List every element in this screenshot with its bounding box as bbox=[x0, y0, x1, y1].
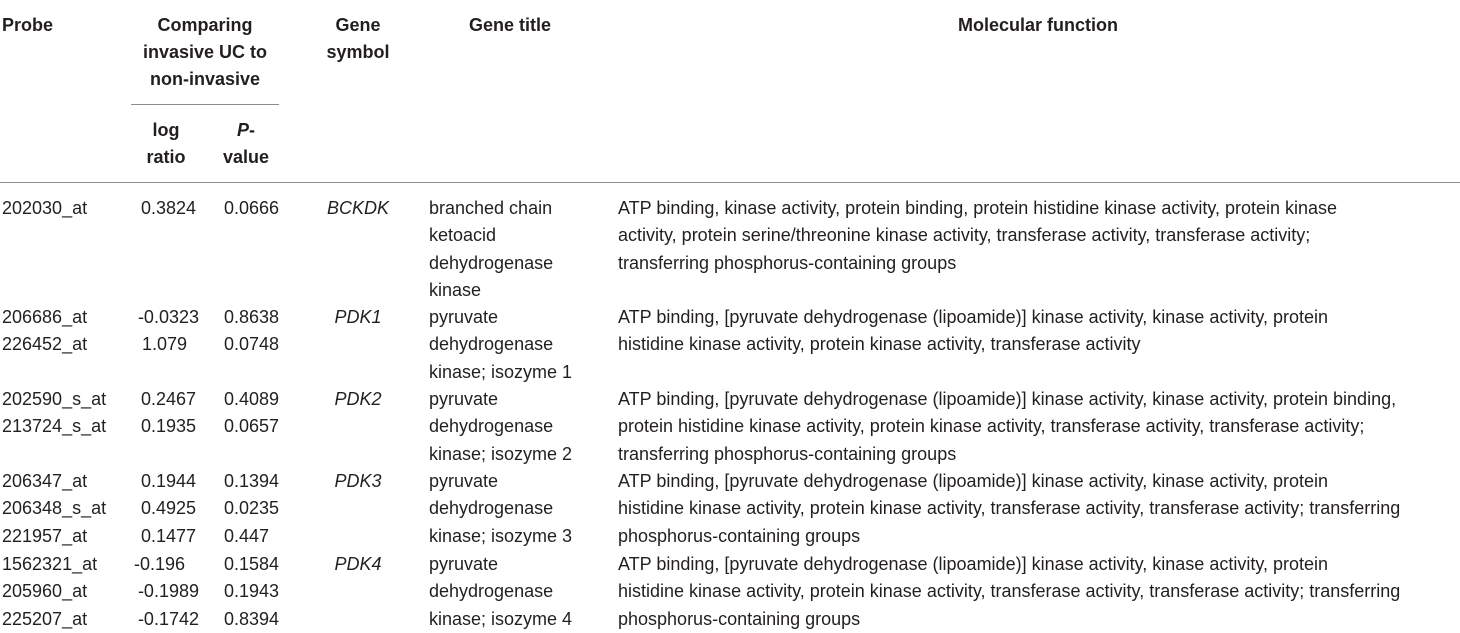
header-sub-rule bbox=[131, 104, 279, 105]
gene-title-cell: pyruvate dehydrogenase kinase; isozyme 2 bbox=[429, 389, 573, 464]
gene-symbol-cell: PDK2 bbox=[334, 389, 382, 409]
molecular-function-cell: ATP binding, [pyruvate dehydrogenase (lipoamide)] kinase activity, kinase activity, protein histidine kinase activity, protein kinase activity, transferase activity, transferase activity; transferring phosphorus-containing groups bbox=[618, 554, 1401, 629]
p-value-cell: 0.4089 0.0657 bbox=[223, 389, 279, 437]
header-p-value: P- value bbox=[222, 120, 270, 167]
p-value-cell: 0.1584 0.1943 0.8394 bbox=[223, 554, 279, 629]
gene-symbol-cell: PDK1 bbox=[334, 307, 382, 327]
header-molecular-function: Molecular function bbox=[957, 15, 1118, 35]
p-value-cell: 0.1394 0.0235 0.447 bbox=[223, 471, 279, 546]
log-ratio-cell: -0.0323 1.079 bbox=[137, 307, 199, 355]
probe-cell: 202590_s_at 213724_s_at bbox=[2, 389, 107, 437]
header-gene-symbol: Gene symbol bbox=[326, 15, 390, 62]
header-comparing: Comparing invasive UC to non-invasive bbox=[142, 15, 268, 89]
log-ratio-cell: 0.3824 bbox=[140, 198, 196, 218]
gene-title-cell: pyruvate dehydrogenase kinase; isozyme 1 bbox=[429, 307, 573, 382]
gene-title-cell: pyruvate dehydrogenase kinase; isozyme 3 bbox=[429, 471, 573, 546]
gene-title-cell: pyruvate dehydrogenase kinase; isozyme 4 bbox=[429, 554, 573, 629]
molecular-function-cell: ATP binding, [pyruvate dehydrogenase (lipoamide)] kinase activity, kinase activity, protein histidine kinase activity, protein kinase activity, transferase activity, transferase activity; transferring phosphorus-containing groups bbox=[618, 471, 1401, 546]
header-gene-title: Gene title bbox=[468, 15, 552, 35]
probe-cell: 206686_at 226452_at bbox=[2, 307, 88, 355]
gene-symbol-cell: PDK3 bbox=[334, 471, 382, 491]
header-log-ratio: log ratio bbox=[146, 120, 186, 167]
molecular-function-cell: ATP binding, kinase activity, protein binding, protein histidine kinase activity, protein kinase activity, protein serine/threonine kinase activity, transferase activity, transferase activity; transferring phosphorus-containing groups bbox=[618, 198, 1338, 273]
log-ratio-cell: 0.1944 0.4925 0.1477 bbox=[140, 471, 196, 546]
header-probe: Probe bbox=[2, 15, 54, 35]
gene-symbol-cell: BCKDK bbox=[326, 198, 389, 218]
probe-cell: 206347_at 206348_s_at 221957_at bbox=[2, 471, 107, 546]
p-value-cell: 0.8638 0.0748 bbox=[223, 307, 279, 355]
p-value-cell: 0.0666 bbox=[223, 198, 279, 218]
log-ratio-cell: -0.196 -0.1989 -0.1742 bbox=[133, 554, 199, 629]
gene-title-cell: branched chain ketoacid dehydrogenase kinase bbox=[429, 198, 554, 301]
probe-cell: 202030_at bbox=[2, 198, 88, 218]
header-bottom-rule bbox=[0, 182, 1460, 183]
gene-symbol-cell: PDK4 bbox=[334, 554, 382, 574]
molecular-function-cell: ATP binding, [pyruvate dehydrogenase (lipoamide)] kinase activity, kinase activity, protein histidine kinase activity, protein kinase activity, transferase activity bbox=[618, 307, 1329, 355]
molecular-function-cell: ATP binding, [pyruvate dehydrogenase (lipoamide)] kinase activity, kinase activity, protein binding, protein histidine kinase activity, protein kinase activity, transferase activity, transferase activity; transferring phosphorus-containing groups bbox=[618, 389, 1397, 464]
probe-cell: 1562321_at 205960_at 225207_at bbox=[2, 554, 98, 629]
log-ratio-cell: 0.2467 0.1935 bbox=[140, 389, 196, 437]
